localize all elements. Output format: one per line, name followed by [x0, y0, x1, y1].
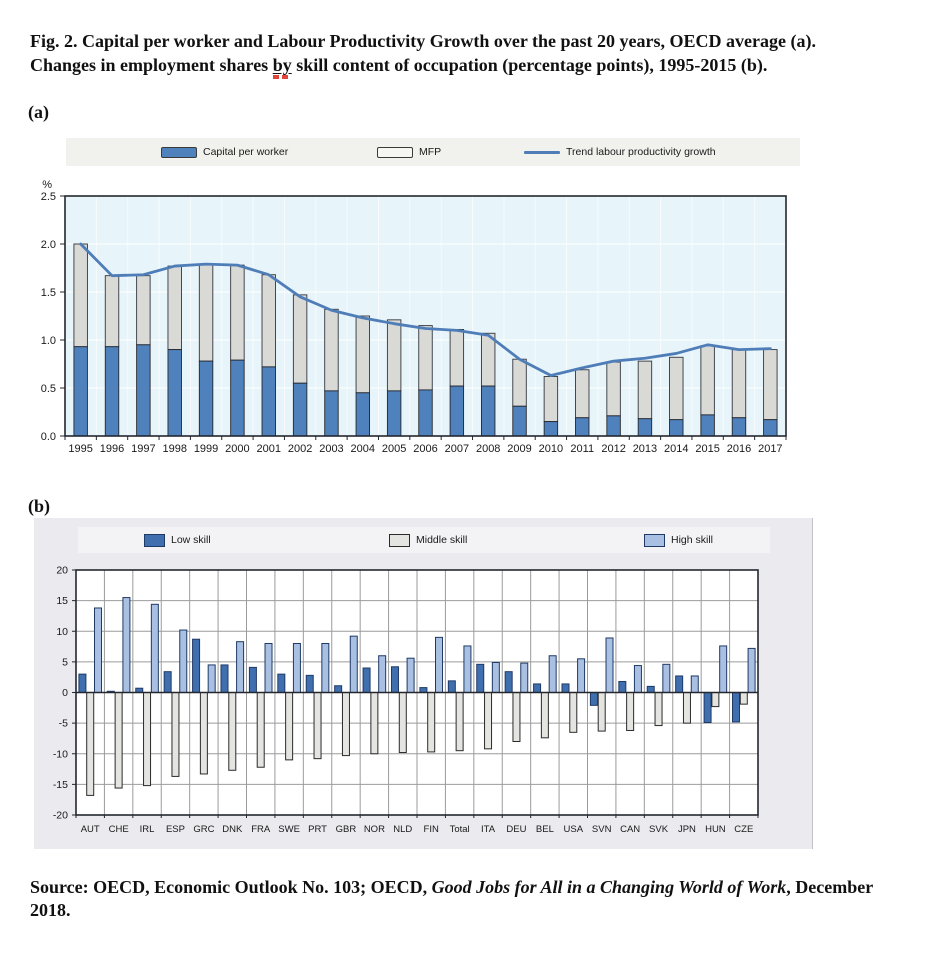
year-label: 2000 [225, 443, 250, 455]
bar-high-skill [634, 666, 641, 693]
bar-capital [168, 350, 182, 436]
country-label: CAN [620, 824, 641, 835]
bar-low-skill [505, 672, 512, 693]
unit-label: % [42, 179, 52, 191]
year-label: 2002 [287, 443, 313, 455]
country-label: BEL [535, 824, 554, 835]
panel-a-chart [0, 170, 928, 465]
bar-capital [513, 406, 527, 436]
legend-entry-high-skill [644, 527, 713, 553]
bar-high-skill [578, 659, 585, 693]
year-label: 2004 [350, 443, 376, 455]
bar-mfp [732, 350, 746, 418]
bar-capital [356, 393, 370, 436]
bar-mfp [670, 357, 684, 419]
y-tick-label: 2.5 [40, 191, 56, 203]
bar-mfp [137, 276, 151, 345]
year-label: 2012 [601, 443, 626, 455]
bar-mfp [168, 266, 182, 350]
panel-a-legend [66, 138, 800, 166]
country-label: DNK [222, 824, 243, 835]
bar-high-skill [151, 604, 158, 692]
bar-capital [262, 367, 276, 436]
bar-middle-skill [371, 693, 378, 754]
year-label: 2010 [538, 443, 564, 455]
y-tick-label: 5 [62, 656, 68, 669]
bar-low-skill [448, 681, 455, 693]
country-label: SWE [278, 824, 300, 835]
legend-entry-mfp [377, 138, 441, 166]
bar-capital [544, 422, 558, 436]
source-suffix: , December 2018. [30, 877, 873, 920]
country-label: CHE [108, 824, 129, 835]
trend-line-swatch [524, 151, 560, 154]
bar-low-skill [534, 684, 541, 693]
title-line2-post: skill content of occupation (percentage points), 1995-2015 (b). [291, 55, 768, 75]
bar-capital [481, 386, 495, 436]
bar-high-skill [464, 646, 471, 693]
country-label: USA [563, 824, 584, 835]
y-tick-label: 0.5 [40, 383, 56, 395]
bar-capital [137, 345, 151, 436]
country-label: JPN [677, 824, 696, 835]
figure-title [30, 29, 906, 77]
bar-high-skill [180, 630, 187, 692]
bar-capital [450, 386, 464, 436]
spellcheck-mark [273, 75, 288, 79]
bar-mfp [199, 264, 213, 361]
y-tick-label: 15 [56, 595, 68, 608]
bar-middle-skill [513, 693, 520, 742]
country-label: ESP [165, 824, 185, 835]
bar-middle-skill [655, 693, 662, 726]
y-tick-label: -5 [58, 717, 68, 730]
bar-mfp [293, 295, 307, 383]
y-tick-label: 1.0 [40, 335, 56, 347]
bar-low-skill [164, 672, 171, 693]
panel-a-label: (a) [28, 102, 49, 122]
bar-middle-skill [627, 693, 634, 731]
bar-high-skill [748, 648, 755, 692]
bar-low-skill [647, 686, 654, 692]
y-tick-label: -10 [52, 748, 68, 761]
bar-middle-skill [172, 693, 179, 777]
y-tick-label: 1.5 [40, 287, 56, 299]
bar-low-skill [278, 674, 285, 692]
bar-high-skill [293, 644, 300, 693]
bar-middle-skill [87, 693, 94, 796]
legend-label: High skill [671, 534, 714, 546]
bar-high-skill [95, 608, 102, 693]
bar-mfp [544, 376, 558, 421]
bar-middle-skill [456, 693, 463, 751]
legend-label: MFP [419, 146, 442, 158]
bar-low-skill [676, 676, 683, 693]
year-label: 2001 [256, 443, 282, 455]
legend-entry-middle-skill [389, 527, 467, 553]
year-label: 1995 [68, 443, 93, 455]
bar-middle-skill [342, 693, 349, 756]
bar-low-skill [306, 675, 313, 692]
high-skill-swatch [644, 534, 665, 547]
country-label: AUT [80, 824, 100, 835]
country-label: FIN [423, 824, 439, 835]
bar-middle-skill [314, 693, 321, 759]
bar-capital [293, 383, 307, 436]
country-label: FRA [251, 824, 271, 835]
bar-mfp [387, 320, 401, 391]
bar-capital [638, 419, 652, 436]
bar-high-skill [606, 638, 613, 693]
year-label: 1997 [131, 443, 156, 455]
bar-mfp [231, 265, 245, 360]
year-label: 1998 [162, 443, 187, 455]
country-label: DEU [506, 824, 527, 835]
year-label: 2003 [319, 443, 344, 455]
bar-middle-skill [286, 693, 293, 760]
country-label: NLD [393, 824, 413, 835]
bar-mfp [105, 276, 119, 347]
bar-middle-skill [598, 693, 605, 732]
legend-entry-trend [524, 138, 716, 166]
bar-capital [607, 416, 621, 436]
bar-high-skill [691, 676, 698, 693]
bar-middle-skill [399, 693, 406, 753]
year-label: 2013 [632, 443, 658, 455]
title-word-by: by [273, 55, 292, 75]
bar-low-skill [562, 684, 569, 693]
middle-skill-swatch [389, 534, 410, 547]
bar-mfp [513, 359, 527, 406]
country-label: ITA [481, 824, 496, 835]
bar-middle-skill [570, 693, 577, 733]
title-line1: Fig. 2. Capital per worker and Labour Productivity Growth over the past 20 years, OECD average (a). [30, 31, 816, 51]
year-label: 2017 [758, 443, 783, 455]
bar-low-skill [420, 688, 427, 693]
bar-high-skill [237, 642, 244, 693]
y-tick-label: 0.0 [40, 431, 56, 443]
year-label: 2011 [570, 443, 595, 455]
country-label: Total [449, 824, 470, 835]
country-label: GRC [193, 824, 215, 835]
bar-low-skill [79, 674, 86, 692]
legend-label: Middle skill [416, 534, 468, 546]
bar-mfp [450, 329, 464, 386]
bar-low-skill [732, 693, 739, 722]
bar-mfp [607, 362, 621, 416]
bar-low-skill [619, 681, 626, 692]
bar-high-skill [720, 646, 727, 693]
bar-high-skill [265, 644, 272, 693]
bar-capital [74, 347, 88, 436]
year-label: 2015 [695, 443, 720, 455]
source-prefix: Source: OECD, Economic Outlook No. 103; OECD, [30, 877, 432, 897]
bar-middle-skill [229, 693, 236, 771]
y-tick-label: -20 [52, 809, 68, 822]
bar-capital [701, 415, 715, 436]
bar-middle-skill [712, 693, 719, 707]
bar-low-skill [704, 693, 711, 723]
bar-mfp [481, 333, 495, 386]
country-label: NOR [363, 824, 385, 835]
bar-capital [732, 418, 746, 436]
bar-capital [387, 391, 401, 436]
country-label: GBR [335, 824, 357, 835]
bar-mfp [764, 350, 778, 420]
bar-middle-skill [485, 693, 492, 749]
bar-low-skill [335, 686, 342, 693]
bar-capital [764, 420, 778, 436]
year-label: 2008 [475, 443, 501, 455]
bar-low-skill [221, 665, 228, 693]
year-label: 2006 [413, 443, 438, 455]
year-label: 1999 [193, 443, 219, 455]
source-note [30, 876, 882, 922]
y-tick-label: -15 [52, 778, 68, 791]
legend-entry-capital [161, 138, 288, 166]
country-label: SVN [591, 824, 612, 835]
y-tick-label: 20 [56, 564, 68, 577]
mfp-swatch [377, 147, 413, 158]
panel-b-chart [0, 556, 928, 852]
panel-b-legend [78, 527, 770, 553]
year-label: 2009 [507, 443, 532, 455]
bar-middle-skill [541, 693, 548, 738]
legend-entry-low-skill [144, 527, 211, 553]
bar-mfp [325, 309, 339, 391]
bar-high-skill [436, 637, 443, 692]
bar-mfp [356, 316, 370, 393]
bar-capital [199, 361, 213, 436]
legend-label: Low skill [171, 534, 211, 546]
bar-high-skill [549, 656, 556, 693]
bar-capital [105, 347, 119, 436]
country-label: HUN [705, 824, 726, 835]
bar-mfp [575, 370, 589, 418]
year-label: 2005 [381, 443, 407, 455]
bar-high-skill [350, 636, 357, 692]
bar-mfp [74, 244, 88, 347]
bar-low-skill [590, 693, 597, 706]
bar-low-skill [391, 667, 398, 693]
bar-mfp [638, 361, 652, 419]
bar-capital [325, 391, 339, 436]
bar-middle-skill [257, 693, 264, 768]
bar-low-skill [363, 668, 370, 693]
legend-label: Trend labour productivity growth [566, 146, 716, 158]
country-label: IRL [139, 824, 155, 835]
bar-middle-skill [144, 693, 151, 786]
y-tick-label: 2.0 [40, 239, 56, 251]
country-label: PRT [308, 824, 327, 835]
bar-mfp [419, 326, 433, 390]
panel-b-label: (b) [28, 496, 50, 516]
bar-middle-skill [200, 693, 207, 774]
y-tick-label: 0 [62, 687, 68, 699]
bar-mfp [262, 275, 276, 367]
bar-mfp [701, 346, 715, 415]
country-label: CZE [734, 824, 754, 835]
bar-high-skill [379, 656, 386, 693]
low-skill-swatch [144, 534, 165, 547]
bar-capital [419, 390, 433, 436]
title-line2-pre: Changes in employment shares [30, 55, 273, 75]
bar-middle-skill [683, 693, 690, 724]
bar-capital [231, 360, 245, 436]
capital-per-worker-swatch [161, 147, 197, 158]
bar-high-skill [123, 598, 130, 693]
country-label: SVK [649, 824, 669, 835]
legend-label: Capital per worker [203, 146, 289, 158]
bar-middle-skill [115, 693, 122, 789]
bar-capital [575, 418, 589, 436]
bar-middle-skill [428, 693, 435, 752]
bar-high-skill [407, 658, 414, 692]
bar-capital [670, 420, 684, 436]
bar-middle-skill [740, 693, 747, 705]
year-label: 1996 [99, 443, 125, 455]
year-label: 2016 [726, 443, 752, 455]
year-label: 2007 [444, 443, 470, 455]
bar-high-skill [322, 644, 329, 693]
bar-low-skill [249, 667, 256, 692]
bar-high-skill [492, 662, 499, 692]
year-label: 2014 [664, 443, 689, 455]
y-tick-label: 10 [56, 625, 68, 638]
bar-low-skill [193, 639, 200, 692]
source-title: Good Jobs for All in a Changing World of Work [431, 877, 787, 897]
bar-high-skill [208, 665, 215, 693]
bar-high-skill [663, 664, 670, 692]
bar-low-skill [477, 664, 484, 692]
bar-high-skill [521, 663, 528, 692]
